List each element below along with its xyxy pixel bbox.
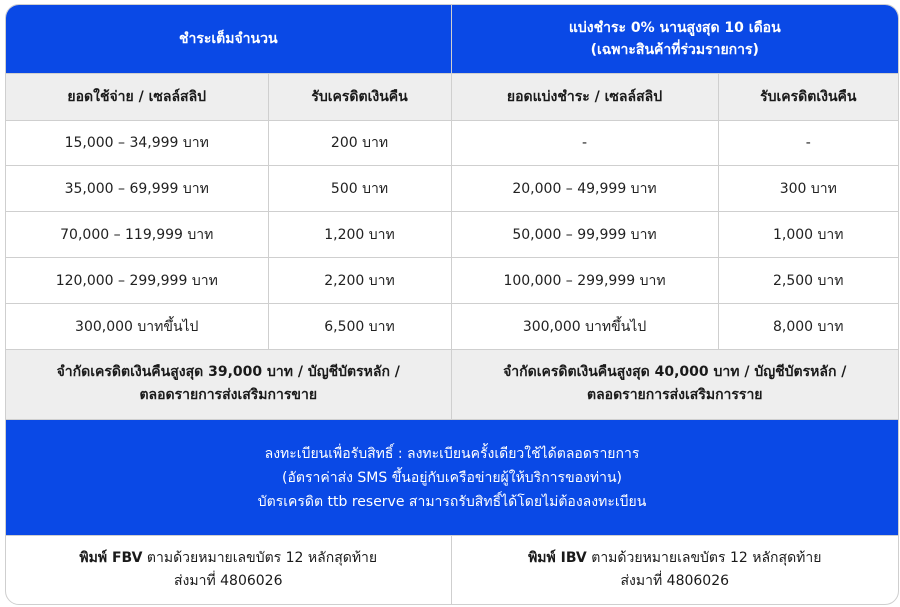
sms-right bbox=[451, 536, 898, 604]
spend-cell: 120,000 – 299,999 บาท bbox=[6, 258, 268, 304]
spend-cell: 300,000 บาทขึ้นไป bbox=[6, 304, 268, 349]
registration-row bbox=[6, 419, 898, 535]
cashback-cell: 2,200 บาท bbox=[268, 258, 451, 304]
installment-spend-cell: 20,000 – 49,999 บาท bbox=[451, 166, 718, 212]
sms-left-line2: ส่งมาที่ 4806026 bbox=[174, 573, 283, 590]
sms-left-line1 bbox=[12, 547, 445, 570]
installment-cashback-cell: 8,000 บาท bbox=[718, 304, 898, 349]
limit-row bbox=[6, 349, 898, 419]
table-row bbox=[6, 166, 898, 212]
column-installment-spend: ยอดแบ่งชำระ / เซลล์สลิป bbox=[451, 73, 718, 120]
cashback-cell: 200 บาท bbox=[268, 120, 451, 165]
limit-left-line2: ตลอดรายการส่งเสริมการขาย bbox=[139, 387, 318, 404]
installment-subtitle: (เฉพาะสินค้าที่ร่วมรายการ) bbox=[590, 41, 759, 58]
sms-left bbox=[6, 536, 451, 604]
registration-line2: (อัตราค่าส่ง SMS ขึ้นอยู่กับเครือข่ายผู้ให้บริการของท่าน) bbox=[282, 469, 622, 486]
registration-banner bbox=[6, 419, 898, 535]
cashback-cell: 6,500 บาท bbox=[268, 304, 451, 349]
installment-title: แบ่งชำระ 0% นานสูงสุด 10 เดือน bbox=[568, 19, 781, 36]
column-cashback-left: รับเครดิตเงินคืน bbox=[268, 73, 451, 120]
header-row bbox=[6, 5, 898, 73]
column-header-row bbox=[6, 73, 898, 120]
column-cashback-right: รับเครดิตเงินคืน bbox=[718, 73, 898, 120]
sms-row bbox=[6, 536, 898, 604]
installment-header bbox=[451, 5, 898, 73]
column-spend: ยอดใช้จ่าย / เซลล์สลิป bbox=[6, 73, 268, 120]
limit-left bbox=[6, 349, 451, 419]
limit-right-line2: ตลอดรายการส่งเสริมการราย bbox=[587, 387, 763, 404]
installment-cashback-cell: 2,500 บาท bbox=[718, 258, 898, 304]
limit-right-line1: จำกัดเครดิตเงินคืนสูงสุด 40,000 บาท / บัญชีบัตรหลัก / bbox=[503, 364, 847, 381]
spend-cell: 35,000 – 69,999 บาท bbox=[6, 166, 268, 212]
table-row bbox=[6, 304, 898, 349]
installment-cashback-cell: 300 บาท bbox=[718, 166, 898, 212]
limit-left-line1: จำกัดเครดิตเงินคืนสูงสุด 39,000 บาท / บัญชีบัตรหลัก / bbox=[56, 364, 400, 381]
sms-right-text: ตามด้วยหมายเลขบัตร 12 หลักสุดท้าย bbox=[586, 550, 822, 567]
table-row bbox=[6, 258, 898, 304]
spend-cell: 70,000 – 119,999 บาท bbox=[6, 212, 268, 258]
limit-right bbox=[451, 349, 898, 419]
installment-cashback-cell: 1,000 บาท bbox=[718, 212, 898, 258]
sms-right-code: พิมพ์ IBV bbox=[528, 550, 587, 567]
spend-cell: 15,000 – 34,999 บาท bbox=[6, 120, 268, 165]
sms-left-text: ตามด้วยหมายเลขบัตร 12 หลักสุดท้าย bbox=[142, 550, 378, 567]
cashback-cell: 1,200 บาท bbox=[268, 212, 451, 258]
installment-spend-cell: 50,000 – 99,999 บาท bbox=[451, 212, 718, 258]
cashback-cell: 500 บาท bbox=[268, 166, 451, 212]
full-payment-title: ชำระเต็มจำนวน bbox=[178, 30, 278, 47]
registration-line1: ลงทะเบียนเพื่อรับสิทธิ์ : ลงทะเบียนครั้งเดียวใช้ได้ตลอดรายการ bbox=[264, 445, 640, 462]
installment-spend-cell: 300,000 บาทขึ้นไป bbox=[451, 304, 718, 349]
installment-cashback-cell: - bbox=[718, 120, 898, 165]
sms-right-line2: ส่งมาที่ 4806026 bbox=[620, 573, 730, 590]
full-payment-header bbox=[6, 5, 451, 73]
sms-left-code: พิมพ์ FBV bbox=[79, 550, 143, 567]
table-row bbox=[6, 212, 898, 258]
promotion-table-card bbox=[5, 4, 899, 605]
installment-spend-cell: - bbox=[451, 120, 718, 165]
sms-right-line1 bbox=[458, 547, 893, 570]
installment-spend-cell: 100,000 – 299,999 บาท bbox=[451, 258, 718, 304]
table-row bbox=[6, 120, 898, 165]
promotion-table bbox=[6, 5, 898, 604]
registration-line3: บัตรเครดิต ttb reserve สามารถรับสิทธิ์ได้โดยไม่ต้องลงทะเบียน bbox=[257, 493, 647, 510]
